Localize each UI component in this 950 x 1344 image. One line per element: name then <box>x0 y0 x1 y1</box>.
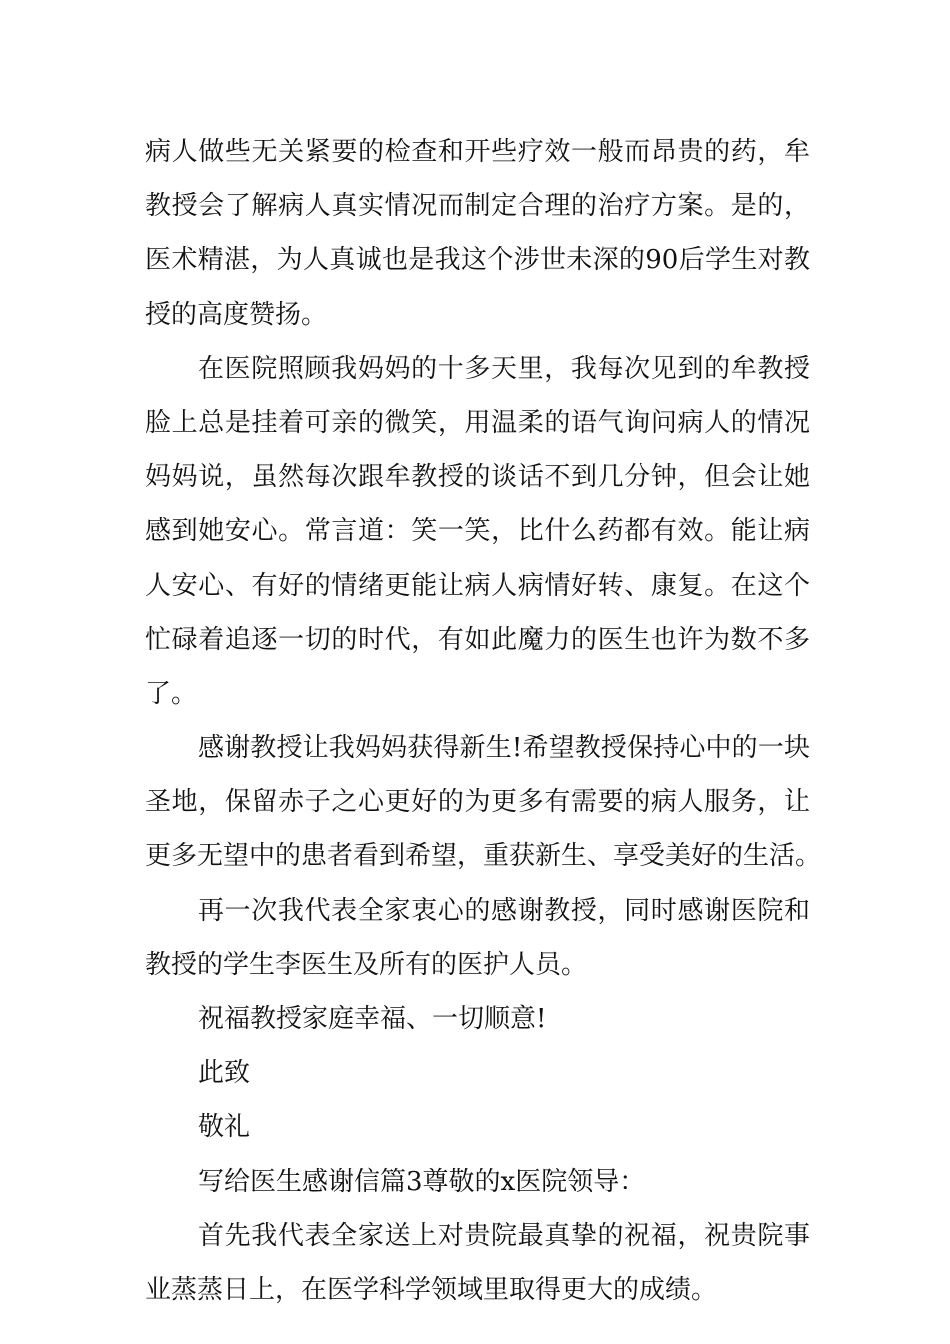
text-line: 再一次我代表全家衷心的感谢教授，同时感谢医院和 <box>198 895 810 926</box>
text-line: 忙碌着追逐一切的时代，有如此魔力的医生也许为数不多 <box>145 624 810 655</box>
text-line: 授的高度赞扬。 <box>145 299 328 330</box>
text-line: 医术精湛，为人真诚也是我这个涉世未深的90后学生对教 <box>145 245 810 276</box>
text-line: 敬礼 <box>198 1112 251 1143</box>
text-line: 写给医生感谢信篇3尊敬的x医院领导： <box>198 1166 646 1197</box>
text-line: 祝福教授家庭幸福、一切顺意! <box>198 1004 547 1034</box>
text-line: 圣地，保留赤子之心更好的为更多有需要的病人服务，让 <box>145 787 810 818</box>
text-line: 病人做些无关紧要的检查和开些疗效一般而昂贵的药，牟 <box>145 137 810 167</box>
text-line: 在医院照顾我妈妈的十多天里，我每次见到的牟教授 <box>198 353 810 384</box>
text-line: 脸上总是挂着可亲的微笑，用温柔的语气询问病人的情况 <box>145 407 810 438</box>
document-body <box>145 125 822 1317</box>
text-line: 感谢教授让我妈妈获得新生!希望教授保持心中的一块 <box>198 733 810 764</box>
text-line: 业蒸蒸日上，在医学科学领域里取得更大的成绩。 <box>145 1274 718 1305</box>
text-line: 感到她安心。常言道：笑一笑，比什么药都有效。能让病 <box>145 516 810 547</box>
text-line: 教授会了解病人真实情况而制定合理的治疗方案。是的， <box>145 191 810 222</box>
text-line: 妈妈说，虽然每次跟牟教授的谈话不到几分钟，但会让她 <box>145 462 810 493</box>
text-line: 了。 <box>145 678 198 709</box>
text-line: 更多无望中的患者看到希望，重获新生、享受美好的生活。 <box>145 841 822 872</box>
text-line: 首先我代表全家送上对贵院最真挚的祝福，祝贵院事 <box>198 1220 810 1251</box>
text-line: 人安心、有好的情绪更能让病人病情好转、康复。在这个 <box>145 570 810 601</box>
text-line: 教授的学生李医生及所有的医护人员。 <box>145 949 588 980</box>
text-line: 此致 <box>198 1058 251 1089</box>
